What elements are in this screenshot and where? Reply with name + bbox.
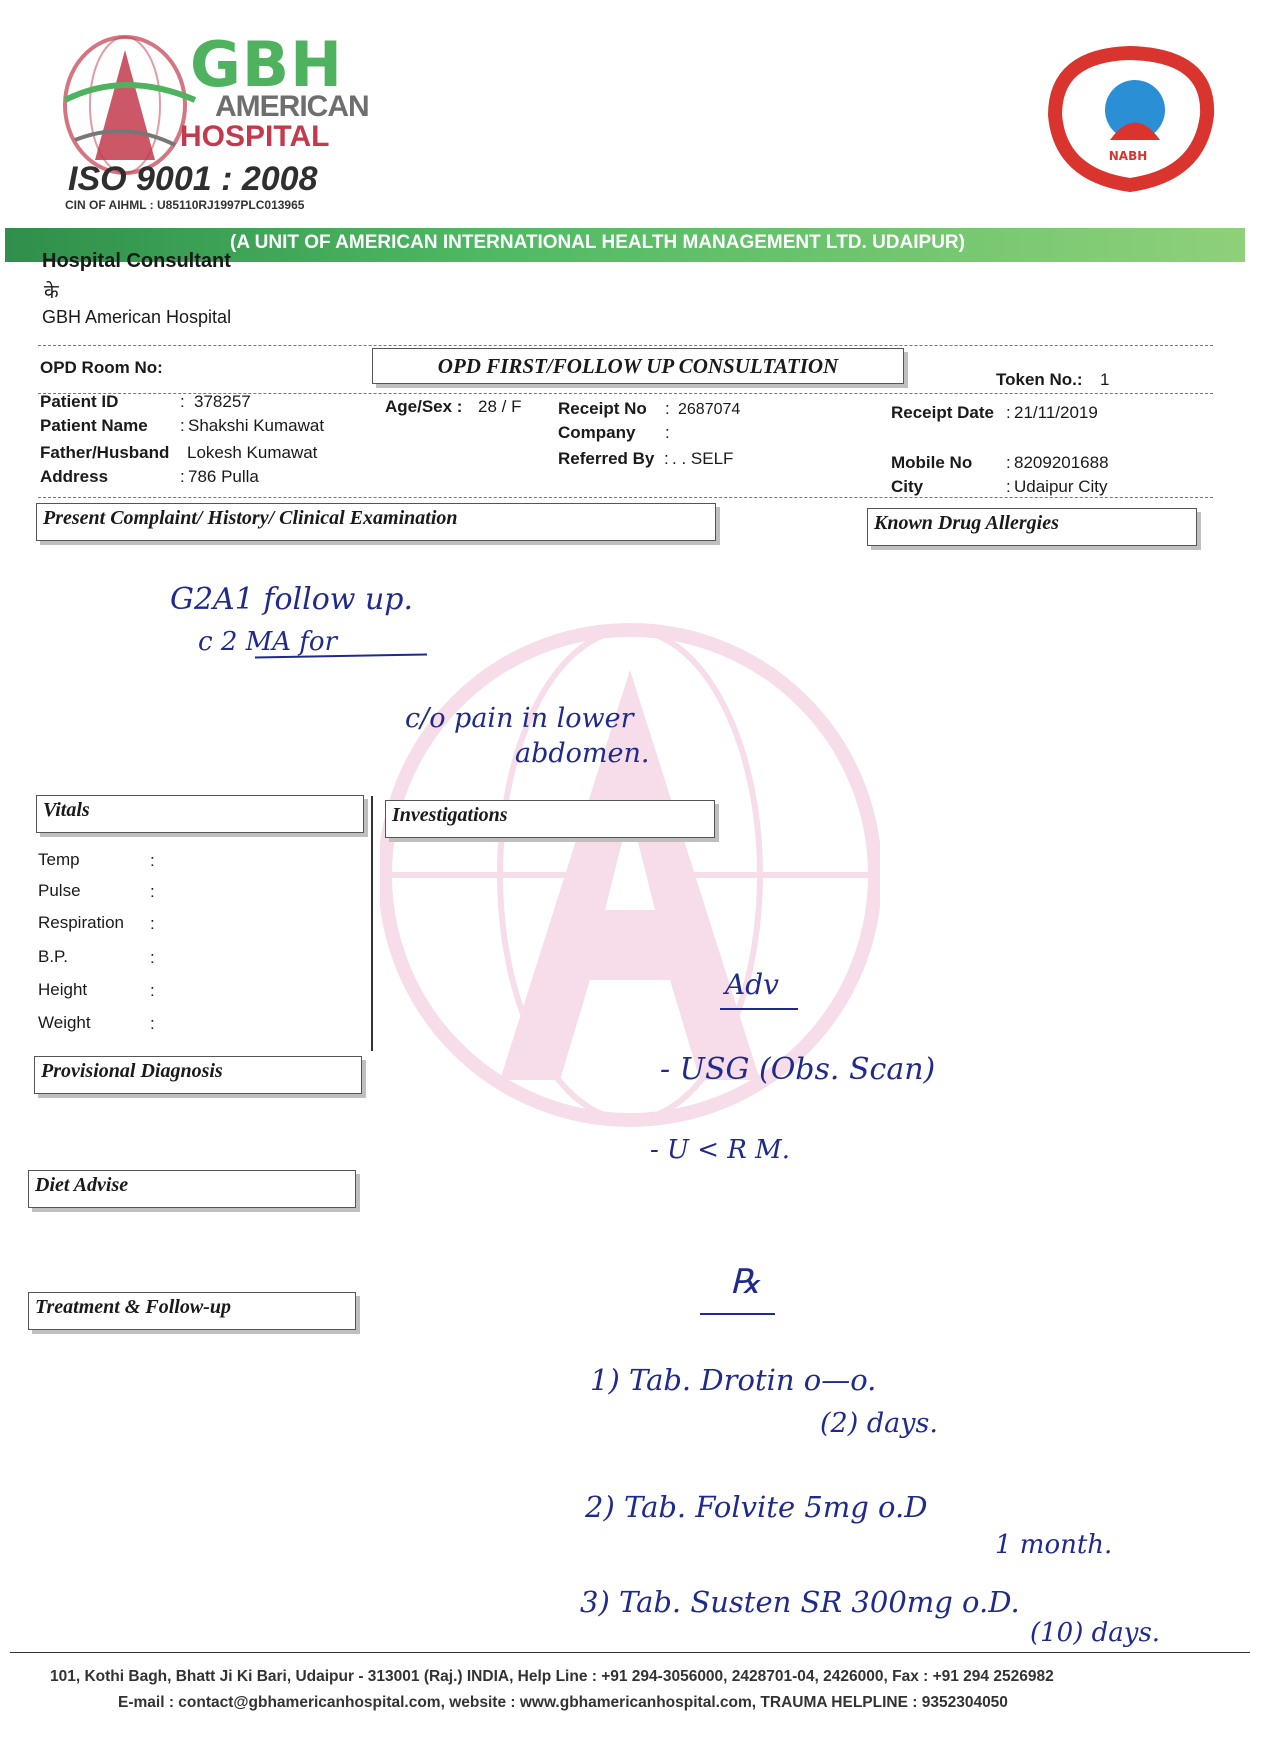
prescription-1-duration: (2) days. [820, 1408, 938, 1439]
receipt-date: 21/11/2019 [1014, 403, 1098, 422]
prescription-3-duration: (10) days. [1030, 1618, 1161, 1648]
agesex-value: 28 / F [478, 397, 522, 416]
divider [38, 497, 1213, 498]
address-label: Address [40, 467, 109, 486]
complaint-section-header: Present Complaint/ History/ Clinical Examination [36, 503, 716, 541]
iso-cert: ISO 9001 : 2008 [68, 160, 318, 198]
referred-label: Referred By [558, 449, 655, 468]
agesex-label: Age/Sex : [385, 397, 463, 416]
address-value: 786 Pulla [188, 467, 259, 486]
opd-room-label: OPD Room No: [40, 358, 163, 377]
father-name: Lokesh Kumawat [187, 443, 318, 462]
diet-section-header: Diet Advise [28, 1170, 356, 1208]
vital-pulse-label: Pulse [38, 881, 81, 900]
colon: : [150, 1014, 155, 1033]
consultant-hospital: GBH American Hospital [42, 307, 232, 327]
prescription-1: 1) Tab. Drotin o—o. [590, 1363, 877, 1397]
rx-symbol: ℞ [730, 1262, 761, 1302]
colon: : [150, 851, 155, 870]
patient-id-label: Patient ID [40, 392, 119, 411]
prescription-3: 3) Tab. Susten SR 300mg o.D. [580, 1585, 1020, 1619]
handwritten-complaint-1: G2A1 follow up. [170, 582, 414, 617]
footer-contact: E-mail : contact@gbhamericanhospital.com, website : www.gbhamericanhospital.com, TRAUMA HELPLINE : 9352304050 [118, 1694, 1008, 1711]
patient-name: Shakshi Kumawat [188, 416, 325, 435]
prescription-2: 2) Tab. Folvite 5mg o.D [585, 1490, 928, 1524]
receipt-no-label: Receipt No [558, 399, 647, 418]
consultation-title: OPD FIRST/FOLLOW UP CONSULTATION [372, 348, 904, 384]
treatment-section-header: Treatment & Follow-up [28, 1292, 356, 1330]
consultant-hindi: के [44, 281, 59, 303]
vital-bp-label: B.P. [38, 947, 68, 966]
receipt-date-label: Receipt Date [891, 403, 994, 422]
city-label: City [891, 477, 924, 496]
colon: : [150, 981, 155, 1000]
colon: : [180, 416, 185, 435]
handwritten-usg: - USG (Obs. Scan) [660, 1052, 936, 1087]
vital-weight-label: Weight [38, 1013, 91, 1032]
cin-number: CIN OF AIHML : U85110RJ1997PLC013965 [65, 198, 305, 212]
patient-id: 378257 [194, 392, 251, 411]
receipt-no: 2687074 [678, 401, 741, 418]
referred-value: . . SELF [672, 449, 734, 468]
colon: : [1006, 453, 1011, 472]
nabh-label: NABH [1108, 149, 1148, 163]
vital-height-label: Height [38, 980, 88, 999]
divider [38, 345, 1213, 346]
vital-respiration-label: Respiration [38, 913, 124, 932]
token-label: Token No.: [996, 370, 1083, 389]
handwritten-complaint-4: abdomen. [515, 738, 650, 769]
colon: : [664, 449, 669, 468]
company-label: Company [558, 423, 636, 442]
underline [720, 1008, 798, 1010]
colon: : [150, 882, 155, 901]
colon: : [180, 392, 185, 411]
investigations-section-header: Investigations [385, 800, 715, 838]
colon: : [1006, 403, 1011, 422]
nabh-seal [1035, 45, 1220, 195]
handwritten-complaint-2: c 2 MA for [198, 627, 338, 657]
logo-american: AMERICAN [215, 90, 369, 123]
city-value: Udaipur City [1014, 477, 1108, 496]
colon: : [665, 399, 670, 418]
prescription-2-duration: 1 month. [995, 1530, 1113, 1560]
handwritten-advice: Adv [725, 968, 779, 1001]
banner-text: (A UNIT OF AMERICAN INTERNATIONAL HEALTH MANAGEMENT LTD. UDAIPUR) [230, 232, 965, 253]
handwritten-complaint-3: c/o pain in lower [405, 703, 634, 734]
mobile-label: Mobile No [891, 453, 973, 472]
consultant-title: Hospital Consultant [42, 250, 231, 272]
vertical-divider [371, 796, 373, 1051]
footer-divider [10, 1652, 1250, 1653]
footer-address: 101, Kothi Bagh, Bhatt Ji Ki Bari, Udaipur - 313001 (Raj.) INDIA, Help Line : +91 294-3056000, 2428701-04, 2426000, Fax : +91 294 2526982 [50, 1668, 1054, 1685]
logo-hospital: HOSPITAL [180, 120, 330, 153]
vital-temp-label: Temp [38, 850, 80, 869]
father-label: Father/Husband [40, 443, 170, 462]
token-value: 1 [1100, 370, 1110, 389]
colon: : [150, 948, 155, 967]
colon: : [1006, 477, 1011, 496]
logo-gbh: GBH [190, 28, 344, 101]
colon: : [150, 914, 155, 933]
allergies-section-header: Known Drug Allergies [867, 508, 1197, 546]
diagnosis-section-header: Provisional Diagnosis [34, 1056, 362, 1094]
underline [700, 1313, 775, 1315]
mobile-value: 8209201688 [1014, 453, 1109, 472]
handwritten-urine: - U < R M. [650, 1135, 791, 1165]
colon: : [180, 467, 185, 486]
colon: : [665, 423, 670, 442]
vitals-section-header: Vitals [36, 795, 364, 833]
patient-name-label: Patient Name [40, 416, 148, 435]
